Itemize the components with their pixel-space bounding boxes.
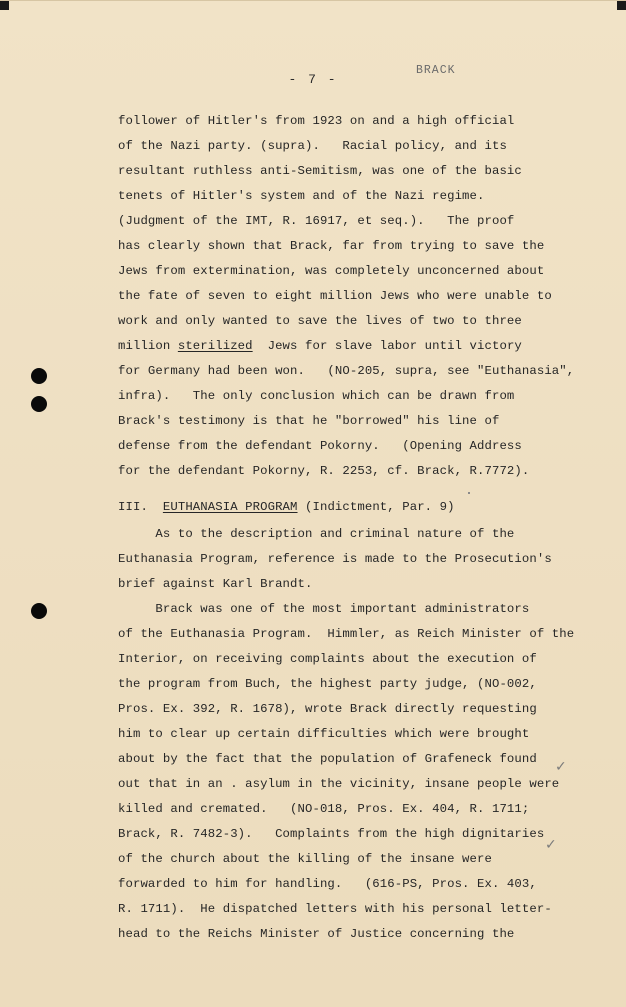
text-line: Jews from extermination, was completely unconcerned about (118, 264, 545, 278)
text-line: for the defendant Pokorny, R. 2253, cf. Brack, R.7772). (118, 464, 530, 478)
text-line: Pros. Ex. 392, R. 1678), wrote Brack directly requesting (118, 702, 537, 716)
section-numeral: III. (118, 500, 148, 514)
text-line: infra). The only conclusion which can be drawn from (118, 389, 515, 403)
text-line: defense from the defendant Pokorny. (Opening Address (118, 439, 522, 453)
ink-dot (468, 492, 470, 494)
text-line: Interior, on receiving complaints about the execution of (118, 652, 537, 666)
punch-hole (31, 396, 47, 412)
section-ref: (Indictment, Par. 9) (305, 500, 455, 514)
corner-mark (617, 1, 626, 10)
check-mark: ✓ (545, 837, 557, 853)
text-line: has clearly shown that Brack, far from trying to save the (118, 239, 545, 253)
text-line: forwarded to him for handling. (616-PS, Pros. Ex. 403, (118, 877, 537, 891)
underlined-word: sterilized (177, 339, 253, 353)
text-line: R. 1711). He dispatched letters with his personal letter- (118, 902, 552, 916)
text-run: Jews for slave labor until victory (252, 339, 522, 353)
text-line: killed and cremated. (NO-018, Pros. Ex. 404, R. 1711; (118, 802, 530, 816)
text-line: head to the Reichs Minister of Justice concerning the (118, 927, 515, 941)
text-line: Brack's testimony is that he "borrowed" his line of (118, 414, 500, 428)
section-title: EUTHANASIA PROGRAM (162, 500, 298, 514)
text-run: million (118, 339, 178, 353)
text-line: work and only wanted to save the lives of two to three (118, 314, 522, 328)
check-mark: ✓ (555, 759, 567, 775)
text-line: of the Nazi party. (supra). Racial policy, and its (118, 139, 507, 153)
text-line: of the church about the killing of the insane were (118, 852, 492, 866)
punch-hole (31, 368, 47, 384)
text-line: brief against Karl Brandt. (118, 577, 313, 591)
text-line: the fate of seven to eight million Jews who were unable to (118, 289, 552, 303)
running-header: BRACK (416, 64, 456, 77)
punch-hole (31, 603, 47, 619)
text-line: out that in an . asylum in the vicinity, insane people were (118, 777, 560, 791)
text-line: tenets of Hitler's system and of the Nazi regime. (118, 189, 485, 203)
text-line: resultant ruthless anti-Semitism, was one of the basic (118, 164, 522, 178)
text-line: him to clear up certain difficulties which were brought (118, 727, 530, 741)
text-line: of the Euthanasia Program. Himmler, as Reich Minister of the (118, 627, 575, 641)
text-line: Euthanasia Program, reference is made to the Prosecution's (118, 552, 552, 566)
page-number: - 7 - (288, 72, 338, 87)
text-line: follower of Hitler's from 1923 on and a high official (118, 114, 515, 128)
text-line: about by the fact that the population of Grafeneck found (118, 752, 537, 766)
corner-mark (0, 1, 9, 10)
text-line: Brack was one of the most important administrators (118, 602, 530, 616)
section-heading (118, 500, 455, 514)
text-line: (Judgment of the IMT, R. 16917, et seq.). The proof (118, 214, 515, 228)
text-line: the program from Buch, the highest party judge, (NO-002, (118, 677, 537, 691)
text-line: As to the description and criminal nature of the (118, 527, 515, 541)
text-line: Brack, R. 7482-3). Complaints from the high dignitaries (118, 827, 545, 841)
text-line: for Germany had been won. (NO-205, supra, see "Euthanasia", (118, 364, 575, 378)
text-line (118, 339, 522, 353)
